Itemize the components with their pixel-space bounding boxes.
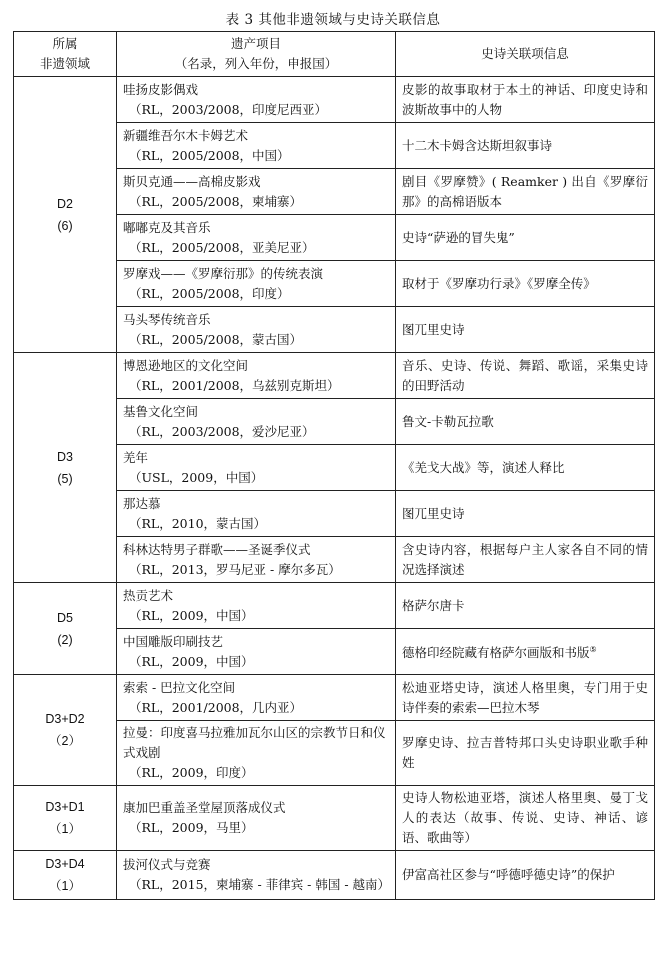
item-meta: （RL，2009，印度） [129,765,254,780]
info-cell [396,491,655,537]
item-cell [117,629,396,675]
item-meta: （RL，2005/2008，印度） [129,285,290,301]
item-name: 马头琴传统音乐 [123,311,211,327]
domain-count: （1） [49,879,81,893]
domain-cell [14,353,117,583]
info-text: 松迪亚塔史诗，演述人格里奥，专门用于史诗伴奏的索索—巴拉木琴 [402,679,648,715]
item-name: 新疆维吾尔木卡姆艺术 [123,127,249,143]
info-text: 十二木卡姆含达斯坦叙事诗 [402,137,553,153]
info-cell [396,261,655,307]
item-name: 斯贝克通——高棉皮影戏 [123,173,261,189]
item-name: 羌年 [123,449,149,465]
item-meta: （RL，2009，马里） [129,820,254,835]
info-cell [396,537,655,583]
table-row [14,851,655,900]
item-name: 中国雕版印刷技艺 [123,633,224,649]
item-cell [117,123,396,169]
footnote-marker: ⑤ [589,644,597,654]
domain-cell [14,786,117,851]
info-cell [396,583,655,629]
info-text: 《羌戈大战》等，演述人释比 [402,459,565,475]
item-cell [117,169,396,215]
item-meta: （RL，2015，柬埔寨 - 菲律宾 - 韩国 - 越南） [129,877,391,892]
domain-code: D3+D4 [45,857,85,871]
item-cell [117,215,396,261]
info-cell [396,215,655,261]
info-text: 德格印经院藏有格萨尔画版和书版 [402,645,590,661]
info-text: 史诗人物松迪亚塔，演述人格里奥、曼丁戈人的表达（故事、传说、史诗、神话、谚语、歌曲等） [402,790,648,845]
item-cell [117,491,396,537]
item-name: 热贡艺术 [123,587,174,603]
item-name: 索索 - 巴拉文化空间 [123,679,236,695]
info-text: 鲁文-卡勒瓦拉歌 [402,413,494,429]
header-row [14,32,655,77]
item-cell [117,399,396,445]
header-item-line2: （名录，列入年份，申报国） [174,56,338,71]
info-text: 剧目《罗摩赞》( Reamker ) 出自《罗摩衍那》的高棉语版本 [402,173,648,209]
item-meta: （RL，2001/2008，乌兹别克斯坦） [129,377,340,393]
item-meta: （RL，2005/2008，中国） [129,147,290,163]
table-row [14,675,655,721]
info-cell [396,353,655,399]
item-cell [117,851,396,900]
header-domain [14,32,117,77]
item-meta: （RL，2009，中国） [129,653,254,669]
domain-code: D5 [57,610,73,625]
info-text: 罗摩史诗、拉吉普特邦口头史诗职业歌手种姓 [402,735,648,770]
info-text: 取材于《罗摩功行录》《罗摩全传》 [402,275,596,291]
item-meta: （RL，2005/2008，亚美尼亚） [129,239,315,255]
domain-count: （1） [49,822,81,836]
item-meta: （RL，2013，罗马尼亚 - 摩尔多瓦） [129,561,341,577]
domain-code: D3+D1 [45,800,85,814]
info-cell [396,786,655,851]
table-row [14,353,655,399]
info-text: 格萨尔唐卡 [402,597,465,613]
info-text: 史诗“萨逊的冒失鬼” [402,229,515,245]
header-domain-line1: 所属 [52,36,78,51]
item-cell [117,675,396,721]
item-name: 拉曼：印度喜马拉雅加瓦尔山区的宗教节日和仪式戏剧 [123,725,386,760]
header-item [117,32,396,77]
domain-cell [14,851,117,900]
item-cell [117,353,396,399]
info-text: 含史诗内容，根据每户主人家各自不同的情况选择演述 [402,541,648,577]
item-meta: （RL，2003/2008，印度尼西亚） [129,101,328,117]
info-cell [396,123,655,169]
item-cell [117,583,396,629]
item-name: 基鲁文化空间 [123,403,199,419]
info-cell [396,399,655,445]
item-cell [117,261,396,307]
domain-code: D3 [57,449,73,464]
item-cell [117,77,396,123]
domain-code: D2 [57,196,73,211]
info-cell [396,445,655,491]
domain-cell [14,675,117,786]
info-text: 音乐、史诗、传说、舞蹈、歌谣，采集史诗的田野活动 [402,357,648,393]
info-text: 伊富高社区参与“呼德呼德史诗”的保护 [402,867,615,882]
item-name: 拔河仪式与竞赛 [123,857,211,872]
domain-count: （2） [49,734,81,748]
info-cell [396,169,655,215]
domain-count: (2) [57,632,73,647]
info-text: 图兀里史诗 [402,505,465,521]
info-text: 皮影的故事取材于本土的神话、印度史诗和波斯故事中的人物 [402,81,648,117]
item-name: 科林达特男子群歌——圣诞季仪式 [123,541,311,557]
domain-count: (5) [57,471,73,486]
table-row [14,583,655,629]
table-row [14,786,655,851]
domain-code: D3+D2 [45,712,85,726]
info-cell [396,851,655,900]
header-item-line1: 遗产项目 [230,36,281,51]
info-cell [396,77,655,123]
item-name: 博恩逊地区的文化空间 [123,357,249,373]
info-cell [396,675,655,721]
item-meta: （RL，2010，蒙古国） [129,515,267,531]
item-meta: （RL，2005/2008，柬埔寨） [129,193,303,209]
info-cell [396,629,655,675]
item-meta: （USL，2009，中国） [129,469,264,485]
item-name: 罗摩戏——《罗摩衍那》的传统表演 [123,265,324,281]
item-cell [117,537,396,583]
table-title: 表 3 其他非遗领域与史诗关联信息 [225,12,441,28]
item-name: 那达慕 [123,495,161,511]
header-domain-line2: 非遗领域 [39,56,90,71]
header-info: 史诗关联项信息 [396,32,655,77]
table-row [14,77,655,123]
info-cell [396,721,655,786]
item-meta: （RL，2005/2008，蒙古国） [129,331,303,347]
domain-count: (6) [57,218,73,233]
item-name: 哇扬皮影偶戏 [123,81,199,97]
item-cell [117,445,396,491]
item-meta: （RL，2001/2008，几内亚） [129,699,303,715]
item-meta: （RL，2009，中国） [129,607,254,623]
table-body [14,77,655,900]
domain-cell [14,583,117,675]
item-name: 嘟嘟克及其音乐 [123,219,211,235]
domain-cell [14,77,117,353]
item-cell [117,786,396,851]
item-cell [117,307,396,353]
info-text: 图兀里史诗 [402,321,465,337]
epic-association-table [13,31,655,900]
item-cell [117,721,396,786]
item-meta: （RL，2003/2008，爱沙尼亚） [129,423,315,439]
info-cell [396,307,655,353]
item-name: 康加巴重盖圣堂屋顶落成仪式 [123,800,286,815]
